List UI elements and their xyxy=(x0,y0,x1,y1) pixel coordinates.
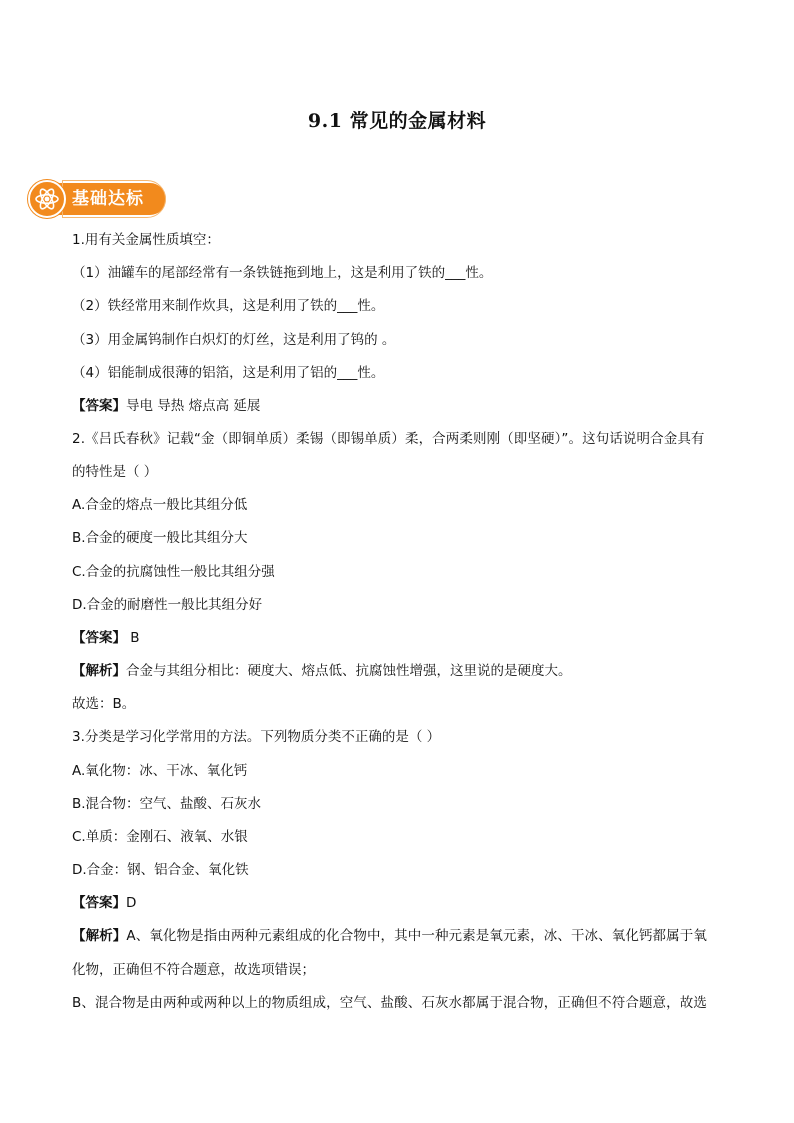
answer-text: D xyxy=(126,895,137,911)
page-title: 9.1 常见的金属材料 xyxy=(307,110,487,132)
question-3-option-d: D.合金：钢、铝合金、氧化铁 xyxy=(72,862,249,878)
question-1-part-4: （4）铝能制成很薄的铝箔，这是利用了铝的___性。 xyxy=(72,365,385,381)
question-2-conclusion: 故选：B。 xyxy=(72,696,136,712)
question-3-option-a: A.氧化物：冰、干冰、氧化钙 xyxy=(72,763,248,779)
question-2-option-b: B.合金的硬度一般比其组分大 xyxy=(72,530,248,546)
question-2-option-c: C.合金的抗腐蚀性一般比其组分强 xyxy=(72,564,275,580)
question-3-answer xyxy=(72,894,136,912)
question-3-option-b: B.混合物：空气、盐酸、石灰水 xyxy=(72,796,262,812)
answer-label: 【答案】 xyxy=(72,895,126,911)
answer-label: 【答案】 xyxy=(72,630,126,646)
question-2-stem: 2.《吕氏春秋》记载“金（即铜单质）柔锡（即锡单质）柔，合两柔则刚（即坚硬）”。这句话说明合金具有 xyxy=(72,431,705,447)
question-1-part-1: （1）油罐车的尾部经常有一条铁链拖到地上，这是利用了铁的___性。 xyxy=(72,265,493,281)
answer-text: B xyxy=(126,630,140,646)
question-3-analysis-b: B、混合物是由两种或两种以上的物质组成，空气、盐酸、石灰水都属于混合物，正确但不符合题意，故选 xyxy=(72,995,707,1011)
question-2-option-d: D.合金的耐磨性一般比其组分好 xyxy=(72,597,263,613)
question-1-stem: 1.用有关金属性质填空： xyxy=(72,232,220,248)
question-3-analysis xyxy=(72,927,707,945)
question-2-stem-cont: 的特性是（ ） xyxy=(72,464,158,480)
section-badge xyxy=(28,180,168,218)
question-1-answer xyxy=(72,397,260,415)
question-3-analysis-cont: 化物，正确但不符合题意，故选项错误； xyxy=(72,962,315,978)
section-title: 基础达标 xyxy=(72,189,144,209)
answer-text: 导电 导热 熔点高 延展 xyxy=(126,398,261,414)
question-1-part-2: （2）铁经常用来制作炊具，这是利用了铁的___性。 xyxy=(72,298,385,314)
analysis-text: 合金与其组分相比：硬度大、熔点低、抗腐蚀性增强，这里说的是硬度大。 xyxy=(126,663,572,679)
atom-icon xyxy=(28,180,66,218)
answer-label: 【答案】 xyxy=(72,398,126,414)
question-2-answer xyxy=(72,629,140,647)
analysis-text: A、氧化物是指由两种元素组成的化合物中，其中一种元素是氧元素，冰、干冰、氧化钙都属于氧 xyxy=(126,928,707,944)
question-3-stem: 3.分类是学习化学常用的方法。下列物质分类不正确的是（ ） xyxy=(72,729,441,745)
question-1-part-3: （3）用金属钨制作白炽灯的灯丝，这是利用了钨的 。 xyxy=(72,332,396,348)
question-2-analysis xyxy=(72,662,572,680)
analysis-label: 【解析】 xyxy=(72,928,127,944)
question-3-option-c: C.单质：金刚石、液氧、水银 xyxy=(72,829,248,845)
analysis-label: 【解析】 xyxy=(72,663,126,679)
question-2-option-a: A.合金的熔点一般比其组分低 xyxy=(72,497,248,513)
